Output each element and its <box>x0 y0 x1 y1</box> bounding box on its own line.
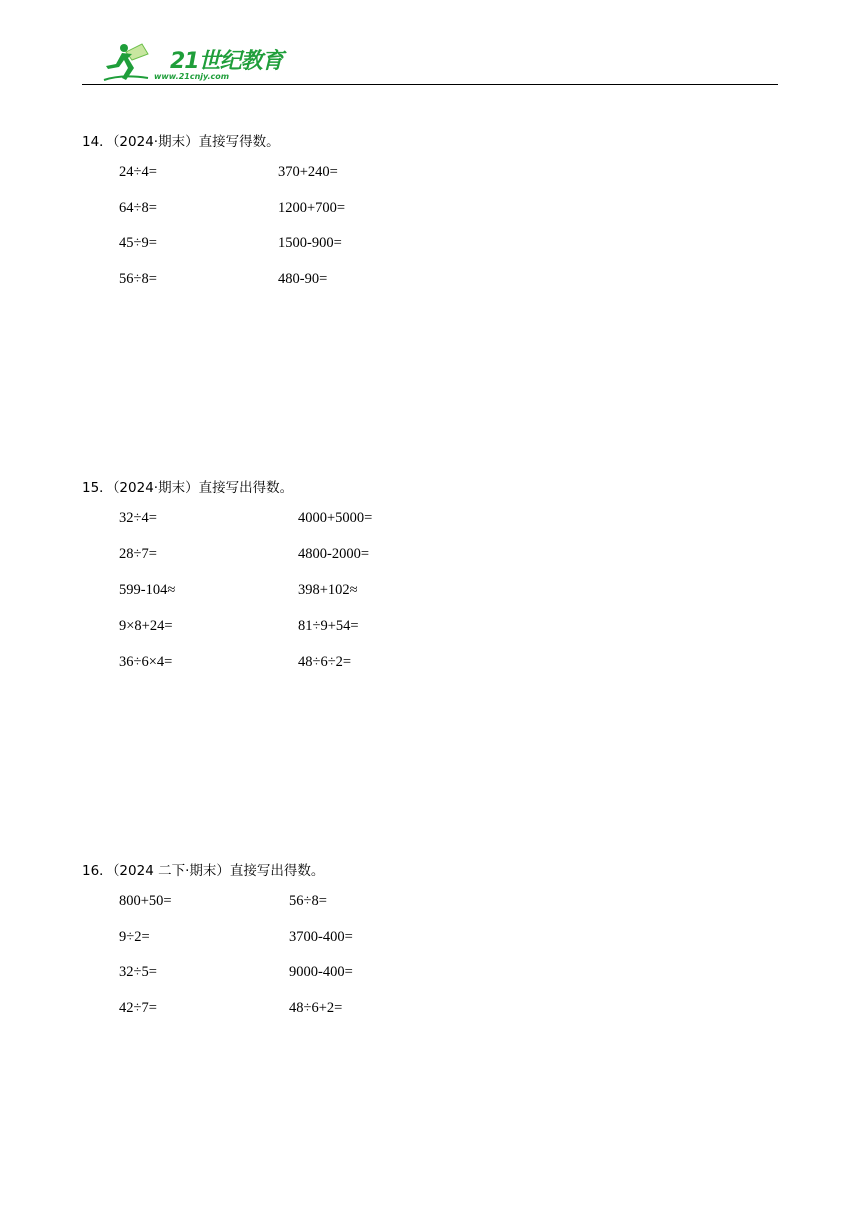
expression: 32÷5= <box>119 964 157 980</box>
question-title <box>82 130 280 150</box>
question-number: 16． <box>82 863 113 879</box>
expression: 3700-400= <box>289 929 353 945</box>
expression: 42÷7= <box>119 1000 157 1016</box>
expression: 32÷4= <box>119 510 157 526</box>
expression: 48÷6+2= <box>289 1000 343 1016</box>
expression: 64÷8= <box>119 200 157 216</box>
question-prompt: （2024·期末）直接写出得数。 <box>112 480 294 496</box>
expression: 28÷7= <box>119 546 157 562</box>
expression: 1200+700= <box>278 200 346 216</box>
question-title <box>82 859 324 879</box>
question-prompt: （2024·期末）直接写得数。 <box>112 134 280 150</box>
question-number: 14． <box>82 134 113 150</box>
page-header <box>82 36 778 86</box>
logo <box>102 40 283 84</box>
logo-text: 21世纪教育 <box>170 49 283 74</box>
expression: 81÷9+54= <box>298 618 359 634</box>
logo-url-text: www.21cnjy.com <box>154 72 230 81</box>
expression: 45÷9= <box>119 235 157 251</box>
expression: 4800-2000= <box>298 546 370 562</box>
expression: 4000+5000= <box>298 510 373 526</box>
expression: 800+50= <box>119 893 172 909</box>
expression: 24÷4= <box>119 164 157 180</box>
expression: 480-90= <box>278 271 328 287</box>
expression: 48÷6÷2= <box>298 654 352 670</box>
running-figure-logo-icon <box>102 40 162 84</box>
question-number: 15． <box>82 480 113 496</box>
expression: 9÷2= <box>119 929 150 945</box>
expression: 599-104≈ <box>119 582 176 598</box>
header-divider <box>82 84 778 85</box>
expression: 370+240= <box>278 164 338 180</box>
expression: 36÷6×4= <box>119 654 173 670</box>
expression: 398+102≈ <box>298 582 358 598</box>
expression: 9000-400= <box>289 964 353 980</box>
question-title <box>82 476 293 496</box>
expression: 9×8+24= <box>119 618 173 634</box>
expression: 56÷8= <box>289 893 327 909</box>
expression: 1500-900= <box>278 235 342 251</box>
expression: 56÷8= <box>119 271 157 287</box>
question-prompt: （2024 二下·期末）直接写出得数。 <box>112 863 325 879</box>
